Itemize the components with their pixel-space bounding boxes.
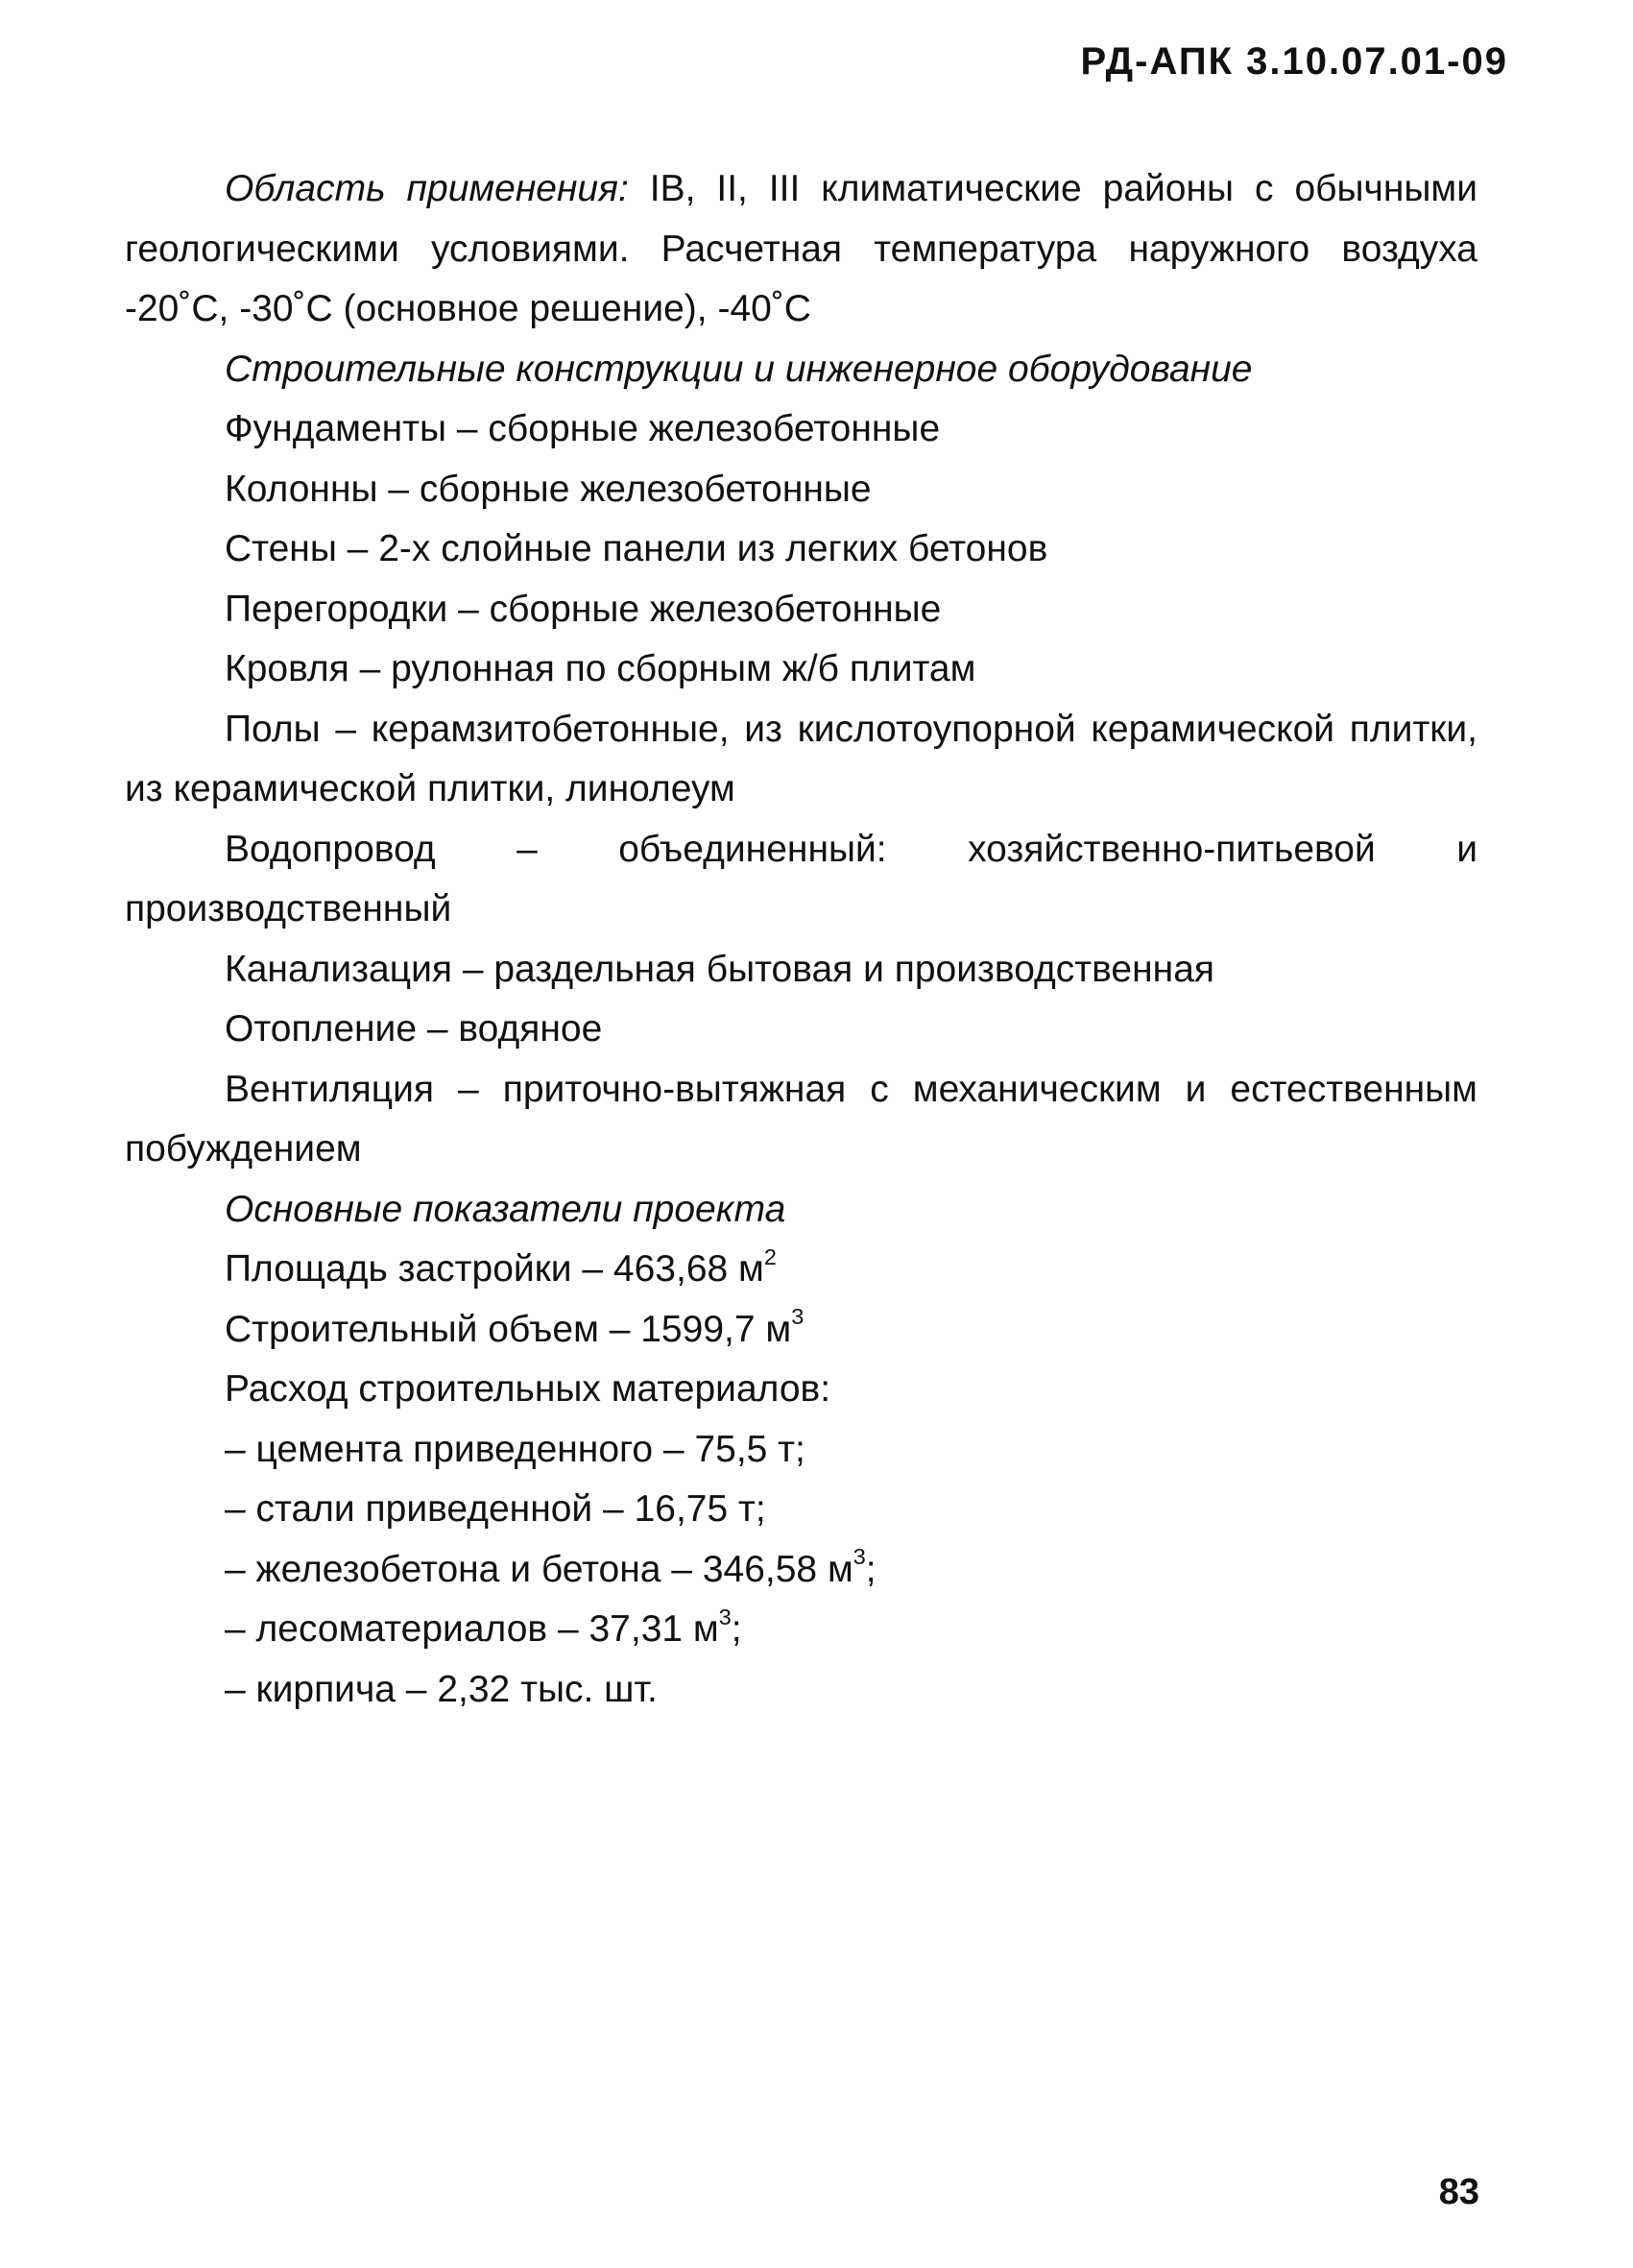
material-steel-line: – стали приведенной – 16,75 т; (225, 1488, 766, 1530)
building-volume-text: Строительный объем – 1599,7 м (225, 1308, 792, 1350)
material-timber-text: – лесоматериалов – 37,31 м (225, 1608, 719, 1650)
walls-line: Стены – 2-х слойные панели из легких бетонов (225, 528, 1048, 569)
material-cement-line: – цемента приведенного – 75,5 т; (225, 1428, 805, 1470)
document-code-header: РД-АПК 3.10.07.01-09 (1080, 40, 1508, 83)
building-area-text: Площадь застройки – 463,68 м (225, 1248, 764, 1290)
ventilation-line: Вентиляция – приточно-вытяжная с механическим и естественным побуждением (125, 1068, 1477, 1170)
material-concrete-line (125, 1540, 1477, 1601)
foundations-line: Фундаменты – сборные железобетонные (225, 408, 941, 449)
building-area-unit-power: 2 (763, 1243, 777, 1269)
material-concrete-text: – железобетона и бетона – 346,58 м (225, 1548, 853, 1590)
scope-paragraph (125, 159, 1477, 340)
material-timber-line (125, 1600, 1477, 1660)
structures-heading: Строительные конструкции и инженерное оборудование (225, 348, 1253, 390)
material-concrete-unit-power: 3 (853, 1544, 866, 1569)
heating-line: Отопление – водяное (225, 1008, 603, 1050)
scope-label: Область применения: (225, 168, 629, 209)
material-timber-tail: ; (731, 1608, 742, 1650)
materials-heading: Расход строительных материалов: (225, 1368, 831, 1410)
material-brick-line: – кирпича – 2,32 тыс. шт. (225, 1668, 658, 1710)
partitions-line: Перегородки – сборные железобетонные (225, 588, 942, 630)
building-volume-line (125, 1300, 1477, 1361)
columns-line: Колонны – сборные железобетонные (225, 468, 872, 510)
material-timber-unit-power: 3 (718, 1604, 732, 1629)
indicators-heading: Основные показатели проекта (225, 1188, 786, 1230)
building-volume-unit-power: 3 (791, 1304, 804, 1329)
sewerage-line: Канализация – раздельная бытовая и производственная (225, 948, 1215, 990)
page-number: 83 (1438, 2172, 1479, 2212)
material-concrete-tail: ; (865, 1548, 877, 1590)
floors-line: Полы – керамзитобетонные, из кислотоупорной керамической плитки, из керамической плитки, линолеум (125, 708, 1477, 809)
roof-line: Кровля – рулонная по сборным ж/б плитам (225, 648, 976, 689)
document-body (125, 159, 1477, 1720)
water-supply-line: Водопровод – объединенный: хозяйственно-питьевой и производственный (125, 828, 1477, 929)
building-area-line (125, 1240, 1477, 1300)
scope-text: IB, II, III климатические районы с обычными геологическими условиями. Расчетная температура наружного воздуха -20˚С, -30˚С (основное решение), -40˚С (125, 168, 1477, 329)
